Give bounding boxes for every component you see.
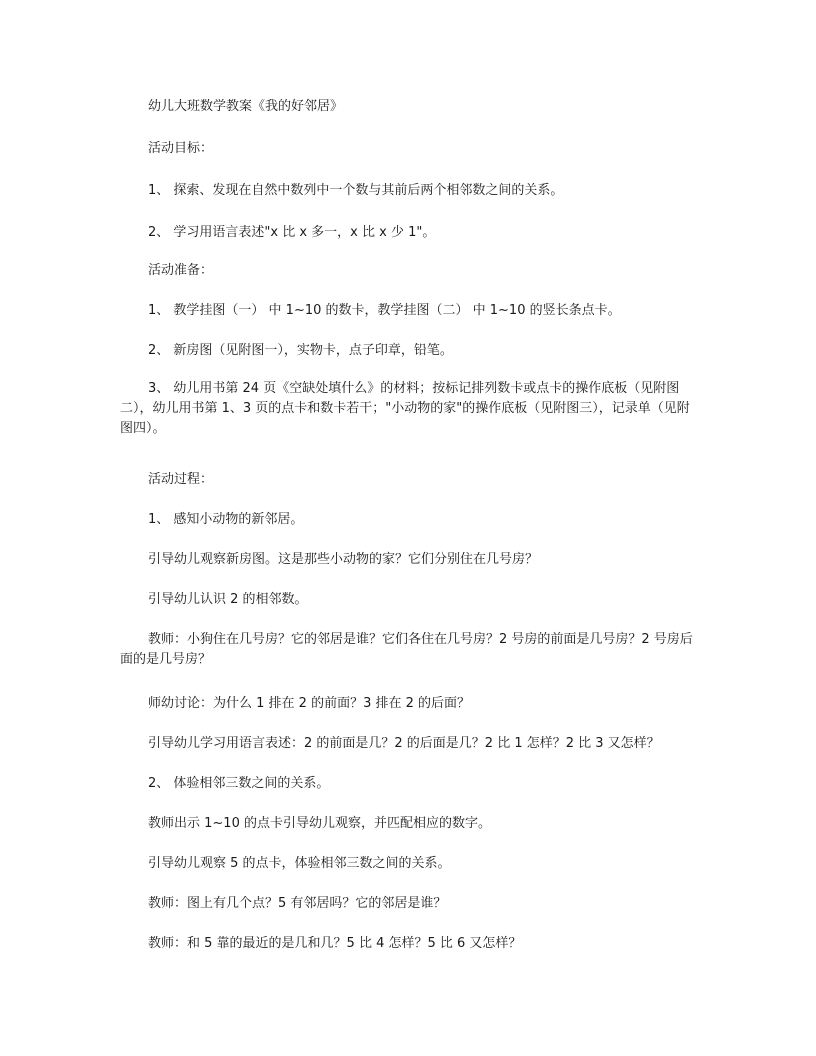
process-step-2: 2、 体验相邻三数之间的关系。 (148, 776, 330, 791)
process-step-1d: 师幼讨论：为什么 1 排在 2 的前面？3 排在 2 的后面？ (148, 696, 471, 711)
prep-item-2: 2、 新房图（见附图一），实物卡，点子印章，铅笔。 (148, 343, 453, 358)
prep-item-1: 1、 教学挂图（一） 中 1~10 的数卡，教学挂图（二） 中 1~10 的竖长条点卡。 (148, 303, 621, 318)
process-step-2c: 教师：图上有几个点？5 有邻居吗？它的邻居是谁？ (148, 896, 447, 911)
process-step-1e: 引导幼儿学习用语言表述：2 的前面是几？2 的后面是几？2 比 1 怎样？2 比 3 又怎样？ (148, 736, 660, 751)
process-step-1a: 引导幼儿观察新房图。这是那些小动物的家？它们分别住在几号房？ (148, 552, 539, 567)
document-title: 幼儿大班数学教案《我的好邻居》 (148, 99, 344, 114)
process-step-1: 1、 感知小动物的新邻居。 (148, 512, 304, 527)
process-step-2a: 教师出示 1~10 的点卡引导幼儿观察，并匹配相应的数字。 (148, 816, 491, 831)
goal-heading: 活动目标： (148, 141, 214, 156)
goal-item-1: 1、 探索、发现在自然中数列中一个数与其前后两个相邻数之间的关系。 (148, 183, 564, 198)
prep-heading: 活动准备： (148, 263, 214, 278)
process-step-2b: 引导幼儿观察 5 的点卡，体验相邻三数之间的关系。 (148, 856, 451, 871)
process-step-1b: 引导幼儿认识 2 的相邻数。 (148, 592, 308, 607)
process-step-1c: 教师：小狗住在几号房？它的邻居是谁？它们各住在几号房？2 号房的前面是几号房？2 号房后面的是几号房？ (120, 632, 693, 667)
goal-item-2: 2、 学习用语言表述"x 比 x 多一，x 比 x 少 1"。 (148, 225, 436, 240)
prep-item-3: 3、 幼儿用书第 24 页《空缺处填什么》的材料；按标记排列数卡或点卡的操作底板（见附图二），幼儿用书第 1、3 页的点卡和数卡若干；"小动物的家"的操作底板（见附图三），记录单（见附图四）。 (120, 381, 690, 436)
process-step-2d: 教师：和 5 靠的最近的是几和几？5 比 4 怎样？5 比 6 又怎样？ (148, 936, 522, 951)
process-heading: 活动过程： (148, 472, 214, 487)
